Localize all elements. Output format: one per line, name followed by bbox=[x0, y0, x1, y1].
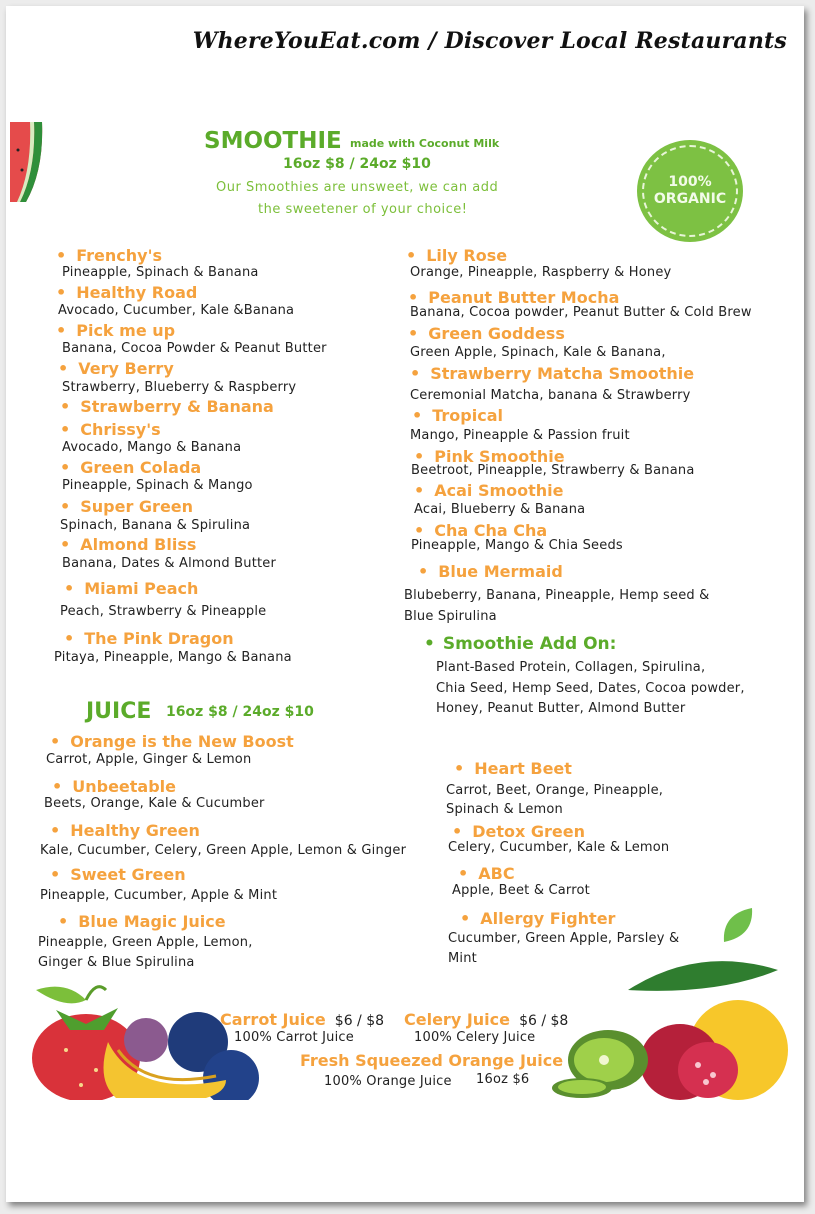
smoothie-note-2: the sweetener of your choice! bbox=[258, 202, 468, 217]
menu-item-desc: Beets, Orange, Kale & Cucumber bbox=[44, 796, 265, 811]
menu-item-name: • Miami Peach bbox=[64, 579, 198, 598]
menu-item-name: • Peanut Butter Mocha bbox=[408, 288, 619, 307]
carrot-juice-name: Carrot Juice bbox=[220, 1010, 326, 1029]
menu-item-desc-continued: Mint bbox=[448, 951, 477, 966]
menu-item-name: • Heart Beet bbox=[454, 759, 572, 778]
menu-item-name: • Pink Smoothie bbox=[414, 447, 565, 466]
menu-item-desc: Spinach, Banana & Spirulina bbox=[60, 518, 251, 533]
celery-juice bbox=[404, 1010, 568, 1029]
menu-item-name: • Cha Cha Cha bbox=[414, 521, 547, 540]
smoothie-subtitle: made with Coconut Milk bbox=[350, 137, 500, 150]
watermelon-icon bbox=[8, 120, 44, 204]
menu-item-desc: Pineapple, Mango & Chia Seeds bbox=[411, 538, 623, 553]
addon-line-2: Chia Seed, Hemp Seed, Dates, Cocoa powder, bbox=[436, 681, 745, 696]
menu-item-name: • Blue Mermaid bbox=[418, 562, 563, 581]
addon-line-3: Honey, Peanut Butter, Almond Butter bbox=[436, 701, 686, 716]
menu-item-name: • Almond Bliss bbox=[60, 535, 196, 554]
menu-item-name: • The Pink Dragon bbox=[64, 629, 234, 648]
menu-item-desc: Ceremonial Matcha, banana & Strawberry bbox=[410, 388, 691, 403]
menu-item-name: • Allergy Fighter bbox=[460, 909, 615, 928]
fruit-illustration-right-icon bbox=[548, 950, 793, 1100]
menu-item-name: • Lily Rose bbox=[406, 246, 507, 265]
menu-item-desc: Green Apple, Spinach, Kale & Banana, bbox=[410, 345, 666, 360]
celery-juice-price: $6 / $8 bbox=[519, 1013, 569, 1029]
menu-item-name: • Green Colada bbox=[60, 458, 201, 477]
orange-juice-desc: 100% Orange Juice bbox=[324, 1074, 452, 1089]
celery-juice-name: Celery Juice bbox=[404, 1010, 510, 1029]
menu-item-desc: Mango, Pineapple & Passion fruit bbox=[410, 428, 630, 443]
menu-item-name: • Blue Magic Juice bbox=[58, 912, 226, 931]
menu-item-name: • ABC bbox=[458, 864, 515, 883]
smoothie-price: 16oz $8 / 24oz $10 bbox=[283, 156, 431, 172]
menu-item-name: • Healthy Green bbox=[50, 821, 200, 840]
menu-item-name: • Pick me up bbox=[56, 321, 175, 340]
fruit-illustration-left-icon bbox=[26, 980, 266, 1100]
menu-item-name: • Acai Smoothie bbox=[414, 481, 564, 500]
menu-item-desc-continued: Spinach & Lemon bbox=[446, 802, 563, 817]
menu-item-desc: Pineapple, Cucumber, Apple & Mint bbox=[40, 888, 278, 903]
menu-item-name: • Tropical bbox=[412, 406, 503, 425]
juice-title: JUICE bbox=[86, 699, 152, 724]
menu-item-desc: Banana, Dates & Almond Butter bbox=[62, 556, 277, 571]
menu-item-name: • Super Green bbox=[60, 497, 193, 516]
menu-item-desc: Apple, Beet & Carrot bbox=[452, 883, 590, 898]
menu-item-desc: Peach, Strawberry & Pineapple bbox=[60, 604, 267, 619]
menu-item-desc: Cucumber, Green Apple, Parsley & bbox=[448, 931, 680, 946]
menu-item-desc: Pitaya, Pineapple, Mango & Banana bbox=[54, 650, 292, 665]
organic-badge bbox=[637, 140, 743, 242]
menu-item-desc: Pineapple, Spinach & Banana bbox=[62, 265, 259, 280]
menu-item-name: • Strawberry Matcha Smoothie bbox=[410, 364, 694, 383]
menu-item-desc: Strawberry, Blueberry & Raspberry bbox=[62, 380, 297, 395]
menu-item-desc: Carrot, Beet, Orange, Pineapple, bbox=[446, 783, 664, 798]
celery-juice-desc: 100% Celery Juice bbox=[414, 1030, 536, 1045]
menu-item-desc: Banana, Cocoa powder, Peanut Butter & Cold Brew bbox=[410, 305, 752, 320]
menu-item-name: • Green Goddess bbox=[408, 324, 565, 343]
addon-title-text: Smoothie Add On: bbox=[442, 634, 617, 654]
menu-item-name: • Very Berry bbox=[58, 359, 174, 378]
menu-item-name: • Orange is the New Boost bbox=[50, 732, 294, 751]
juice-price: 16oz $8 / 24oz $10 bbox=[166, 704, 314, 720]
menu-item-name: • Chrissy's bbox=[60, 420, 161, 439]
addon-line-1: Plant-Based Protein, Collagen, Spirulina, bbox=[436, 660, 706, 675]
menu-item-name: • Healthy Road bbox=[56, 283, 197, 302]
menu-item-desc: Pineapple, Green Apple, Lemon, bbox=[38, 935, 253, 950]
menu-item-desc: Acai, Blueberry & Banana bbox=[414, 502, 586, 517]
menu-item-desc: Blubeberry, Banana, Pineapple, Hemp seed & bbox=[404, 588, 710, 603]
site-header: WhereYouEat.com / Discover Local Restaurants bbox=[192, 28, 787, 54]
organic-badge-label: 100% ORGANIC bbox=[642, 145, 738, 237]
menu-item-desc: Beetroot, Pineapple, Strawberry & Banana bbox=[411, 463, 695, 478]
menu-item-desc: Kale, Cucumber, Celery, Green Apple, Lemon & Ginger bbox=[40, 843, 407, 858]
menu-item-name: • Sweet Green bbox=[50, 865, 186, 884]
carrot-juice-desc: 100% Carrot Juice bbox=[234, 1030, 354, 1045]
menu-item-desc-continued: Ginger & Blue Spirulina bbox=[38, 955, 195, 970]
menu-item-name: • Strawberry & Banana bbox=[60, 397, 274, 416]
leaf-icon bbox=[720, 906, 756, 946]
carrot-juice bbox=[220, 1010, 384, 1029]
smoothie-title: SMOOTHIE bbox=[204, 128, 342, 154]
menu-item-desc-continued: Blue Spirulina bbox=[404, 609, 497, 624]
menu-item-desc: Avocado, Mango & Banana bbox=[62, 440, 242, 455]
orange-juice-name: Fresh Squeezed Orange Juice bbox=[300, 1051, 564, 1070]
menu-item-name: • Detox Green bbox=[452, 822, 585, 841]
menu-item-name: • Unbeetable bbox=[52, 777, 176, 796]
menu-item-desc: Avocado, Cucumber, Kale &Banana bbox=[58, 303, 295, 318]
menu-item-name: • Frenchy's bbox=[56, 246, 162, 265]
orange-juice-price: 16oz $6 bbox=[476, 1072, 530, 1087]
smoothie-note-1: Our Smoothies are unsweet, we can add bbox=[216, 180, 499, 195]
menu-item-desc: Pineapple, Spinach & Mango bbox=[62, 478, 253, 493]
menu-item-desc: Orange, Pineapple, Raspberry & Honey bbox=[410, 265, 672, 280]
carrot-juice-price: $6 / $8 bbox=[334, 1013, 385, 1029]
menu-item-desc: Carrot, Apple, Ginger & Lemon bbox=[46, 752, 252, 767]
menu-item-desc: Banana, Cocoa Powder & Peanut Butter bbox=[62, 341, 327, 356]
addon-title: • Smoothie Add On: bbox=[424, 634, 617, 654]
menu-item-desc: Celery, Cucumber, Kale & Lemon bbox=[448, 840, 670, 855]
